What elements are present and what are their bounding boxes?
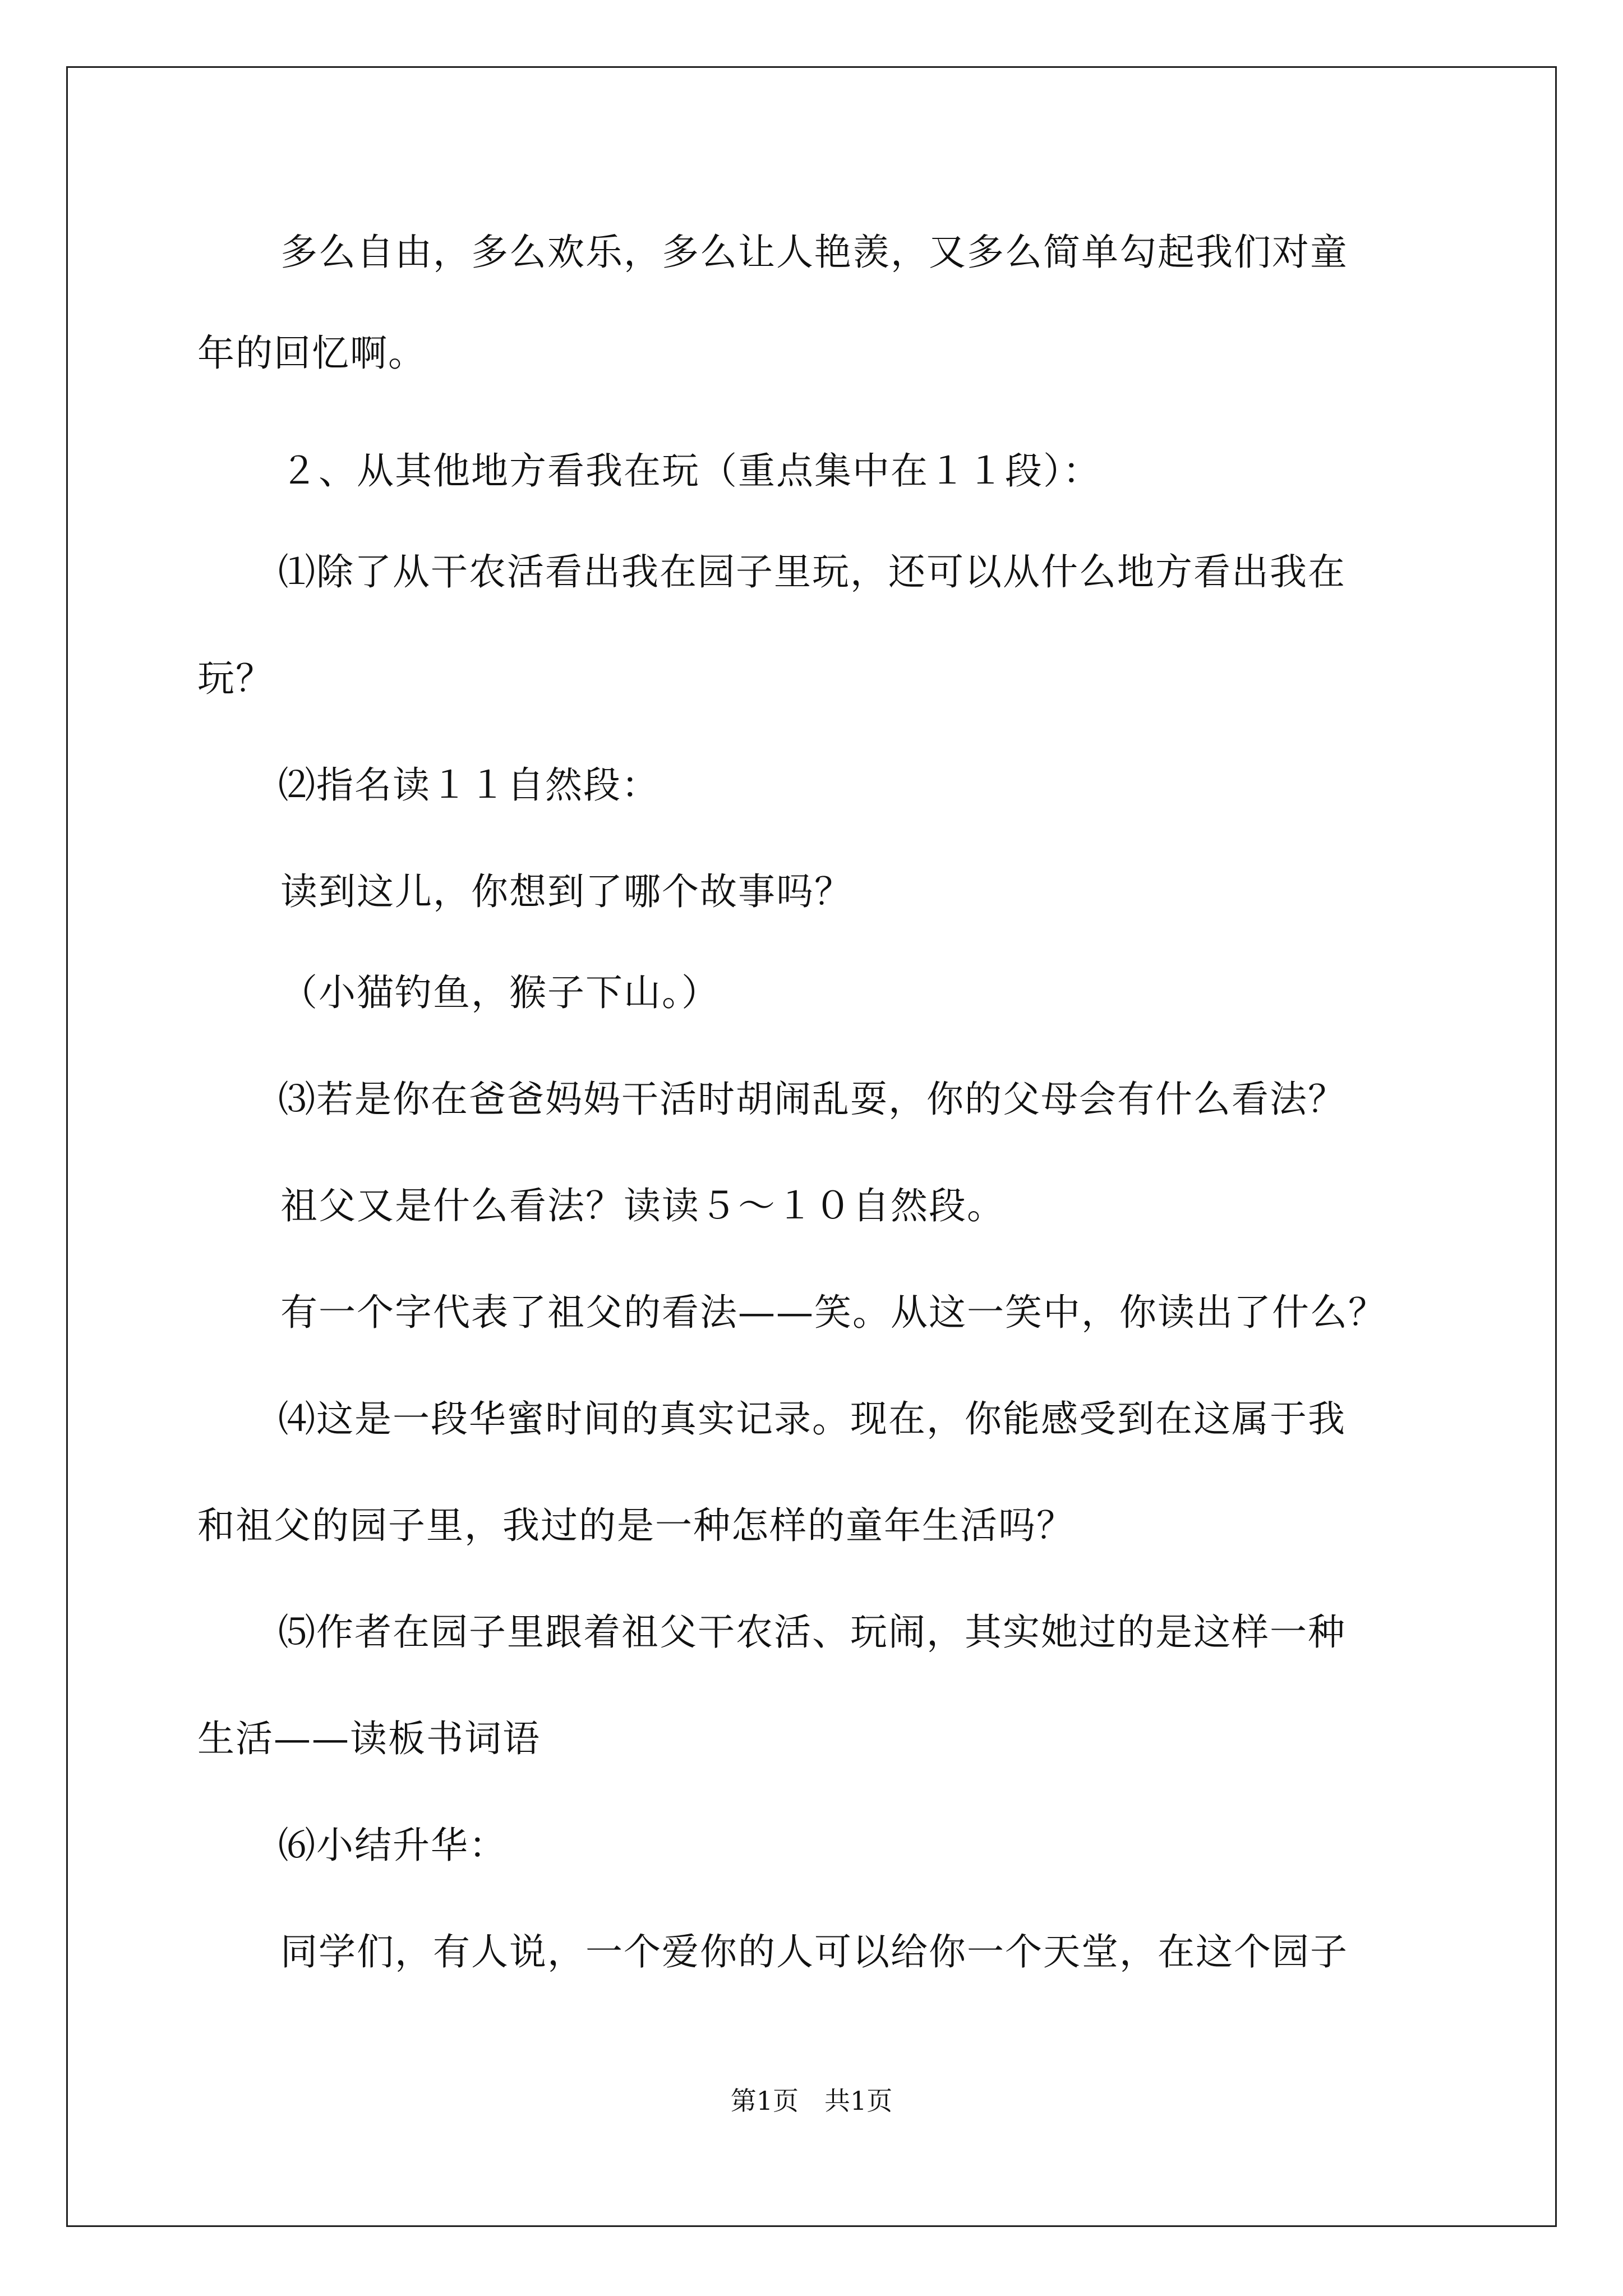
text-line-6: ⑵指名读１１自然段： xyxy=(278,763,660,807)
text-line-15: 生活——读板书词语 xyxy=(197,1717,541,1760)
text-line-17: 同学们，有人说，一个爱你的人可以给你一个天堂，在这个园子 xyxy=(280,1930,1348,1973)
text-line-16: ⑹小结升华： xyxy=(278,1824,507,1867)
text-line-2: 年的回忆啊。 xyxy=(197,332,426,375)
page-number-footer: 第1页 共1页 xyxy=(730,2086,893,2116)
text-line-12: ⑷这是一段华蜜时间的真实记录。现在，你能感受到在这属于我 xyxy=(278,1397,1346,1441)
text-line-13: 和祖父的园子里，我过的是一种怎样的童年生活吗？ xyxy=(197,1504,1075,1547)
page-border xyxy=(66,66,1557,2227)
text-line-10: 祖父又是什么看法？读读５～１０自然段。 xyxy=(280,1184,1005,1227)
text-line-4: ⑴除了从干农活看出我在园子里玩，还可以从什么地方看出我在 xyxy=(278,550,1346,593)
text-line-8: （小猫钓鱼，猴子下山。） xyxy=(280,971,720,1014)
text-line-1: 多么自由，多么欢乐，多么让人艳羡，又多么简单勾起我们对童 xyxy=(280,231,1348,274)
text-line-7: 读到这儿，你想到了哪个故事吗？ xyxy=(280,870,852,913)
section-heading: ２、从其他地方看我在玩（重点集中在１１段）： xyxy=(280,449,1101,493)
text-line-14: ⑸作者在园子里跟着祖父干农活、玩闹，其实她过的是这样一种 xyxy=(278,1611,1346,1654)
text-line-5: 玩？ xyxy=(197,657,274,700)
text-line-11: 有一个字代表了祖父的看法——笑。从这一笑中，你读出了什么？ xyxy=(280,1291,1386,1334)
text-line-9: ⑶若是你在爸爸妈妈干活时胡闹乱耍，你的父母会有什么看法？ xyxy=(278,1078,1346,1121)
